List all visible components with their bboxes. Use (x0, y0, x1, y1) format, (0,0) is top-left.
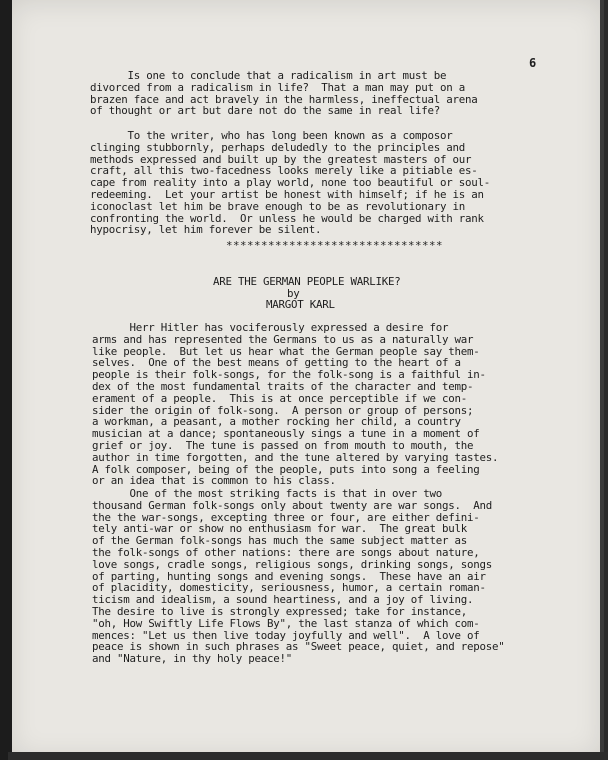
section-divider: ******************************* (226, 239, 444, 252)
article-2-paragraph-2: One of the most striking facts is that in over two thousand German folk-songs only about twenty are war songs. And the the war-songs, excepting three or four, are either defini- tely anti-war or show no enthusiasm for war. The great bulk of the German folk-songs has much the same subject matter as the folk-songs of other nations: there are songs about nature, love songs, cradle songs, religious songs, drinking songs, songs of parting, hunting songs and evening songs. These have an air of placidity, domesticity, seriousness, humor, a certain roman- ticism and idealism, a sound heartiness, and a joy of living. The desire to live is strongly expressed; take for instance, "oh, How Swiftly Life Flows By", the last stanza of which com- mences: "Let us then live today joyfully and well". A love of peace is shown in such phrases as "Sweet peace, quiet, and repose" and "Nature, in thy holy peace!" (92, 487, 505, 666)
article-2-title: ARE THE GERMAN PEOPLE WARLIKE? (213, 275, 401, 288)
article-1-paragraph-1: Is one to conclude that a radicalism in art must be divorced from a radicalism in life? That a man may put on a brazen face and act bravely in the harmless, ineffectual arena of thought or art but dare not do the same in real life? (90, 69, 478, 118)
article-1-paragraph-2: To the writer, who has long been known as a composor clinging stubbornly, perhaps deludedly to the principles and methods expressed and built up by the greatest masters of our craft, all this two-facedness looks merely like a pitiable es- cape from reality into a play world, none too beautiful or soul- redeeming. Let your artist be honest with himself; if he is an iconoclast let him be brave enough to be as revolutionary in confronting the world. Or unless he would be charged with rank hypocrisy, let him forever be silent. (90, 129, 491, 237)
article-2-byline: by (287, 287, 300, 300)
scan-bottom-edge (8, 752, 608, 760)
scan-left-edge (0, 0, 12, 760)
article-2-author: MARGOT KARL (266, 298, 335, 311)
page-number: 6 (529, 56, 537, 70)
page-right-edge (600, 0, 604, 760)
article-2-paragraph-1: Herr Hitler has vociferously expressed a desire for arms and has represented the Germans to us as a naturally war like people. But let us hear what the German people say them- selves. One of the best means of getting to the heart of a people is their folk-songs, for the folk-song is a faithful in- dex of the most fundamental traits of the character and temp- erament of a people. This is at once perceptible if we con- sider the origin of folk-song. A person or group of persons; a workman, a peasant, a mother rocking her child, a country musician at a dance; spontaneously sings a tune in a moment of grief or joy. The tune is passed on from mouth to mouth, the author in time forgotten, and the tune altered by varying tastes. A folk composer, being of the people, puts into song a feeling or an idea that is common to his class. (92, 321, 499, 488)
typed-page (8, 0, 604, 760)
